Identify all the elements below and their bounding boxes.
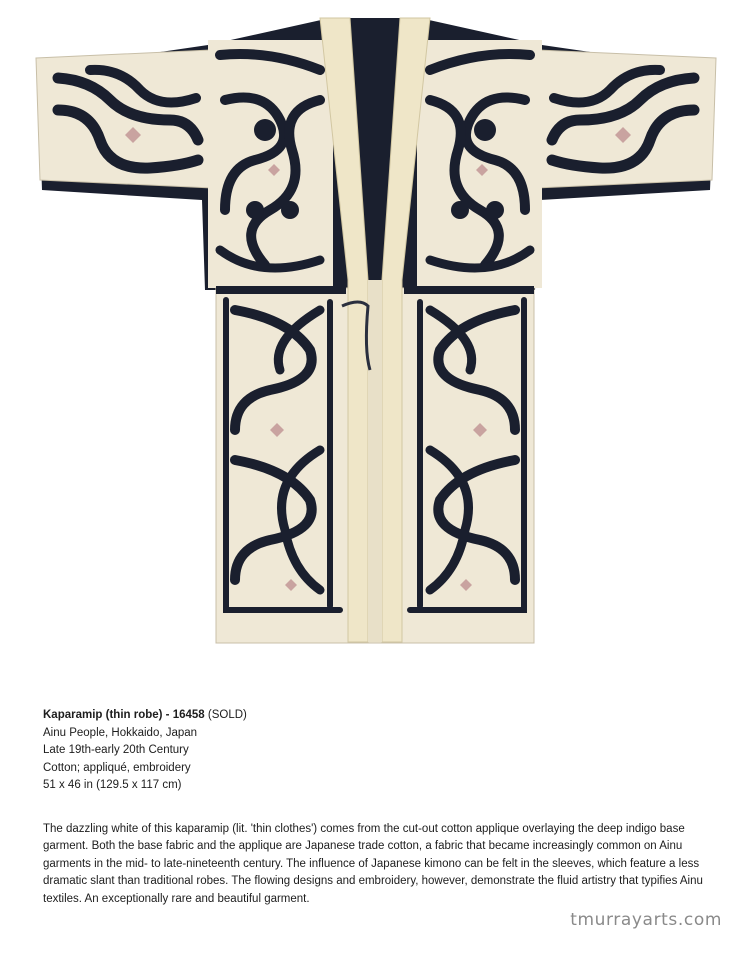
caption-origin: Ainu People, Hokkaido, Japan [43, 726, 198, 739]
upper-right-eye-2 [451, 201, 469, 219]
upper-right-eye-1 [474, 119, 496, 141]
artwork-title-line [43, 707, 713, 725]
caption-date: Late 19th-early 20th Century [43, 744, 189, 756]
artwork-image [30, 10, 720, 650]
robe-illustration [30, 10, 720, 650]
site-logo[interactable]: tmurrayarts.com [570, 910, 722, 930]
upper-left-eye-1 [254, 119, 276, 141]
artwork-description: The dazzling white of this kaparamip (lit. 'thin clothes') comes from the cut-out cotton applique overlaying the deep indigo base garment. Both the base fabric and the applique are Japanese trade cotton, a fabric that became increasingly common on Ainu garments in the mid- to late-nineteenth century. The influence of Japanese kimono can be felt in the sleeves, which feature a less dramatic slant than traditional robes. The flowing designs and embroidery, however, demonstrate the fluid artistry that typifies Ainu textiles. An exceptionally rare and beautiful garment. [43, 822, 703, 905]
artwork-title: Kaparamip (thin robe) - 16458 [43, 709, 205, 721]
upper-right-eye-3 [486, 201, 504, 219]
upper-left-eye-2 [246, 201, 264, 219]
center-opening [368, 280, 382, 642]
caption-dimensions: 51 x 46 in (129.5 x 117 cm) [43, 779, 182, 791]
upper-left-eye-3 [281, 201, 299, 219]
sold-status: (SOLD) [207, 709, 247, 721]
caption-materials: Cotton; appliqué, embroidery [43, 761, 191, 774]
artwork-caption [43, 707, 713, 795]
waist-band-left [216, 286, 346, 294]
waist-band-right [404, 286, 534, 294]
